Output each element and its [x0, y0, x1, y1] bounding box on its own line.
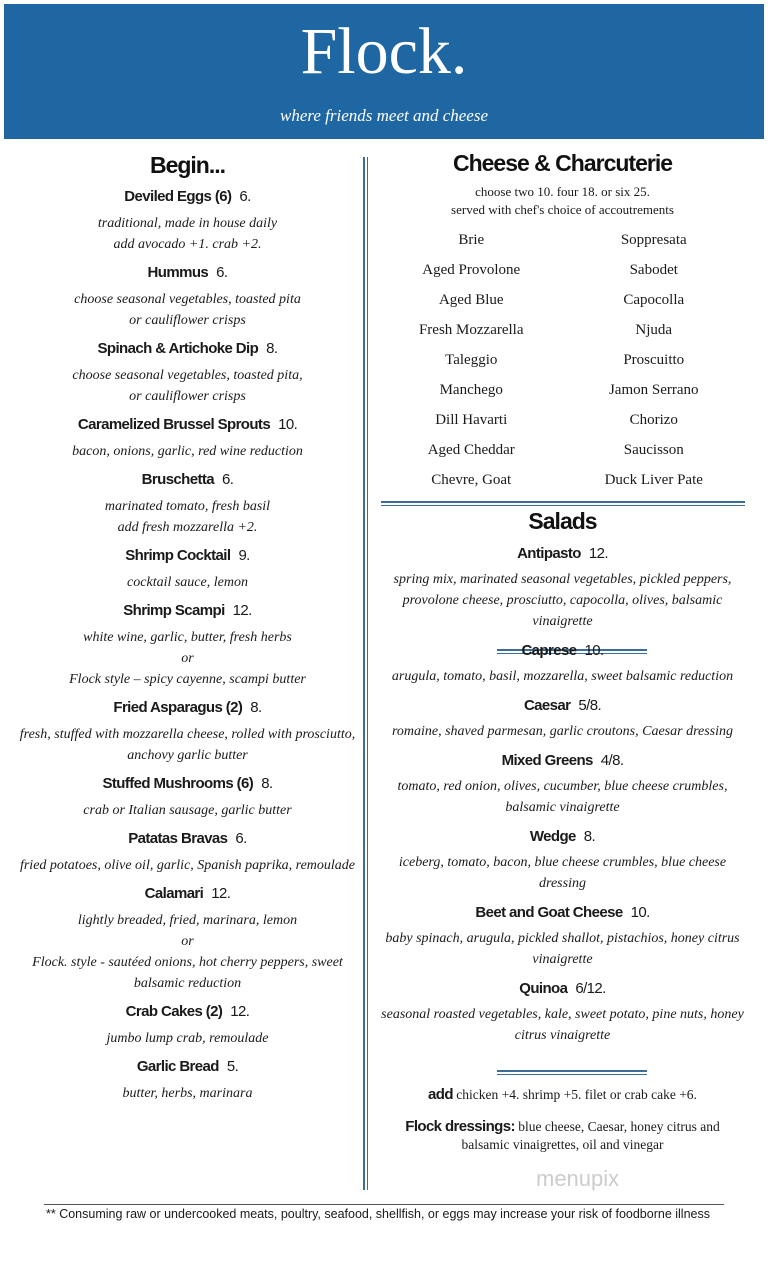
item-description: tomato, red onion, olives, cucumber, blue cheese crumbles,: [397, 779, 728, 794]
cheese-option: Brie: [458, 232, 485, 248]
menu-item: [10, 339, 365, 407]
menu-item: [10, 263, 365, 331]
item-title: Patatas Bravas: [128, 830, 228, 847]
menu-item: [380, 903, 745, 970]
item-name: [10, 415, 365, 435]
menu-item: [380, 751, 745, 818]
item-name: [10, 698, 365, 718]
item-description: jumbo lump crab, remoulade: [106, 1031, 269, 1046]
menu-item: [10, 1057, 365, 1104]
item-name: [380, 903, 745, 923]
meat-option: Duck Liver Pate: [604, 472, 703, 488]
cheese-option: Fresh Mozzarella: [418, 322, 524, 338]
item-description: fried potatoes, olive oil, garlic, Spanish paprika, remoulade: [19, 858, 356, 873]
item-price: 6.: [216, 264, 228, 281]
dressings: Flock dressings: blue cheese, Caesar, honey citrus and balsamic vinaigrettes, oil and vinegar: [405, 1118, 720, 1152]
cheese-note: served with chef's choice of accoutrements: [451, 202, 674, 217]
item-description: anchovy garlic butter: [127, 748, 248, 763]
item-description: or cauliflower crisps: [129, 389, 246, 404]
item-title: Beet and Goat Cheese: [475, 904, 623, 921]
item-description: marinated tomato, fresh basil: [104, 499, 271, 514]
item-title: Fried Asparagus (2): [113, 699, 243, 716]
item-title: Deviled Eggs (6): [124, 188, 232, 205]
tagline: where friends meet and cheese: [279, 106, 489, 125]
item-description: choose seasonal vegetables, toasted pita: [74, 292, 301, 307]
item-description: Flock. style - sautéed onions, hot cherry peppers, sweet: [32, 955, 343, 970]
item-description: vinaigrette: [532, 952, 593, 967]
cheese-option: Manchego: [439, 382, 503, 398]
item-price: 6.: [222, 471, 234, 488]
section-title-begin: Begin...: [149, 152, 226, 178]
item-description: cocktail sauce, lemon: [127, 575, 248, 590]
cheese-option: Dill Havarti: [435, 412, 508, 428]
cheese-note: choose two 10. four 18. or six 25.: [475, 184, 650, 199]
item-price: 10.: [584, 642, 604, 659]
cheese-option: Aged Blue: [438, 292, 504, 308]
menu-item: [10, 187, 365, 255]
item-title: Antipasto: [517, 545, 581, 562]
item-name: [380, 696, 745, 716]
item-price: 12.: [230, 1003, 250, 1020]
item-title: Bruschetta: [141, 471, 215, 488]
item-name: [10, 601, 365, 621]
item-description: seasonal roasted vegetables, kale, sweet potato, pine nuts, honey: [381, 1007, 744, 1022]
section-title-salads: Salads: [528, 508, 597, 534]
footer-disclaimer: ** Consuming raw or undercooked meats, poultry, seafood, shellfish, or eggs may increase your risk of foodborne illness: [44, 1204, 724, 1221]
item-description: traditional, made in house daily: [97, 216, 278, 231]
item-title: Spinach & Artichoke Dip: [97, 340, 259, 357]
item-description: fresh, stuffed with mozzarella cheese, rolled with prosciutto,: [19, 727, 356, 742]
menu-item: [10, 415, 365, 462]
item-description: or: [181, 651, 194, 666]
item-description: dressing: [539, 876, 586, 891]
item-name: [10, 263, 365, 283]
item-title: Stuffed Mushrooms (6): [102, 775, 254, 792]
item-name: [10, 187, 365, 207]
menu-item: [10, 601, 365, 690]
item-description: crab or Italian sausage, garlic butter: [83, 803, 292, 818]
item-price: 8.: [583, 828, 596, 845]
item-price: 8.: [261, 775, 273, 792]
menu-item: [380, 641, 745, 687]
item-description: romaine, shaved parmesan, garlic croutons, Caesar dressing: [391, 724, 734, 739]
cheese-section: [380, 150, 745, 492]
item-price: 8.: [250, 699, 262, 716]
cheese-option: Taleggio: [445, 352, 498, 368]
item-price: 6.: [239, 188, 251, 205]
item-description: Flock style – spicy cayenne, scampi butter: [69, 672, 306, 687]
cheese-option: Chevre, Goat: [431, 472, 512, 488]
salads-section: [380, 508, 745, 1153]
item-price: 12.: [211, 885, 231, 902]
watermark: menupix: [536, 1166, 620, 1191]
item-description: bacon, onions, garlic, red wine reduction: [72, 444, 303, 459]
item-name: [10, 339, 365, 359]
item-description: or cauliflower crisps: [129, 313, 246, 328]
item-description: provolone cheese, prosciutto, capocolla, olives, balsamic: [402, 593, 723, 608]
meat-option: Njuda: [635, 322, 673, 338]
section-title-cheese: Cheese & Charcuterie: [452, 150, 673, 176]
item-description: iceberg, tomato, bacon, blue cheese crumbles, blue cheese: [398, 855, 727, 870]
menu-item: [380, 827, 745, 894]
item-description: choose seasonal vegetables, toasted pita,: [72, 368, 303, 383]
cheese-option: Aged Provolone: [422, 262, 521, 278]
item-name: [10, 1057, 365, 1077]
item-title: Mixed Greens: [501, 752, 593, 769]
item-title: Caramelized Brussel Sprouts: [77, 416, 271, 433]
item-price: 6/12.: [575, 980, 606, 997]
item-description: butter, herbs, marinara: [122, 1086, 253, 1101]
item-name: [10, 546, 365, 566]
cheese-list: [380, 229, 745, 492]
item-name: [380, 544, 745, 564]
item-name: [10, 829, 365, 849]
item-price: 10.: [630, 904, 650, 921]
meat-option: Chorizo: [629, 412, 678, 428]
item-price: 8.: [266, 340, 278, 357]
item-name: [10, 1002, 365, 1022]
cheese-option: Aged Cheddar: [427, 442, 515, 458]
meat-option: Sabodet: [629, 262, 678, 278]
item-title: Shrimp Cocktail: [125, 547, 231, 564]
item-price: 9.: [238, 547, 250, 564]
item-description: add fresh mozzarella +2.: [117, 520, 258, 535]
item-description: spring mix, marinated seasonal vegetables, pickled peppers,: [393, 572, 732, 587]
meat-option: Capocolla: [623, 292, 685, 308]
item-description: balsamic reduction: [133, 976, 242, 991]
item-name: [10, 884, 365, 904]
menu-item: [10, 829, 365, 876]
menu-item: [380, 979, 745, 1046]
item-title: Crab Cakes (2): [125, 1003, 223, 1020]
section-divider: [381, 501, 745, 506]
item-description: or: [181, 934, 194, 949]
item-price: 10.: [278, 416, 298, 433]
meat-option: Jamon Serrano: [608, 382, 699, 398]
menu-item: [380, 696, 745, 742]
item-description: citrus vinaigrette: [514, 1028, 611, 1043]
item-price: 6.: [235, 830, 247, 847]
item-title: Caesar: [523, 697, 571, 714]
meat-option: Saucisson: [623, 442, 684, 458]
begin-section: [10, 152, 365, 1104]
item-description: baby spinach, arugula, pickled shallot, pistachios, honey citrus: [385, 931, 740, 946]
add-ons: add chicken +4. shrimp +5. filet or crab cake +6.: [428, 1086, 697, 1103]
item-price: 4/8.: [600, 752, 624, 769]
item-description: balsamic vinaigrette: [505, 800, 620, 815]
item-price: 12.: [232, 602, 252, 619]
item-title: Wedge: [529, 828, 576, 845]
item-price: 5/8.: [578, 697, 602, 714]
meat-option: Proscuitto: [623, 352, 685, 368]
item-description: vinaigrette: [532, 614, 593, 629]
menu-item: [10, 1002, 365, 1049]
header-banner: [4, 4, 764, 139]
item-title: Hummus: [147, 264, 209, 281]
item-name: [380, 979, 745, 999]
menu-item: [10, 698, 365, 766]
item-description: lightly breaded, fried, marinara, lemon: [77, 913, 298, 928]
menu-item: [10, 470, 365, 538]
item-title: Shrimp Scampi: [123, 602, 225, 619]
item-name: [380, 827, 745, 847]
item-description: white wine, garlic, butter, fresh herbs: [83, 630, 292, 645]
item-title: Caprese: [521, 642, 577, 659]
menu-item: [10, 546, 365, 593]
item-price: 12.: [588, 545, 608, 562]
item-name: [380, 751, 745, 771]
item-description: add avocado +1. crab +2.: [113, 237, 262, 252]
item-description: arugula, tomato, basil, mozzarella, sweet balsamic reduction: [391, 669, 734, 684]
menu-item: [10, 774, 365, 821]
menu-item: [10, 884, 365, 994]
meat-option: Soppresata: [620, 232, 687, 248]
item-name: [10, 774, 365, 794]
item-name: [380, 641, 745, 661]
restaurant-logo: Flock.: [300, 15, 468, 88]
item-price: 5.: [226, 1058, 239, 1075]
menu-item: [380, 544, 745, 632]
item-title: Garlic Bread: [136, 1058, 219, 1075]
item-title: Calamari: [144, 885, 204, 902]
item-name: [10, 470, 365, 490]
item-title: Quinoa: [519, 980, 568, 997]
